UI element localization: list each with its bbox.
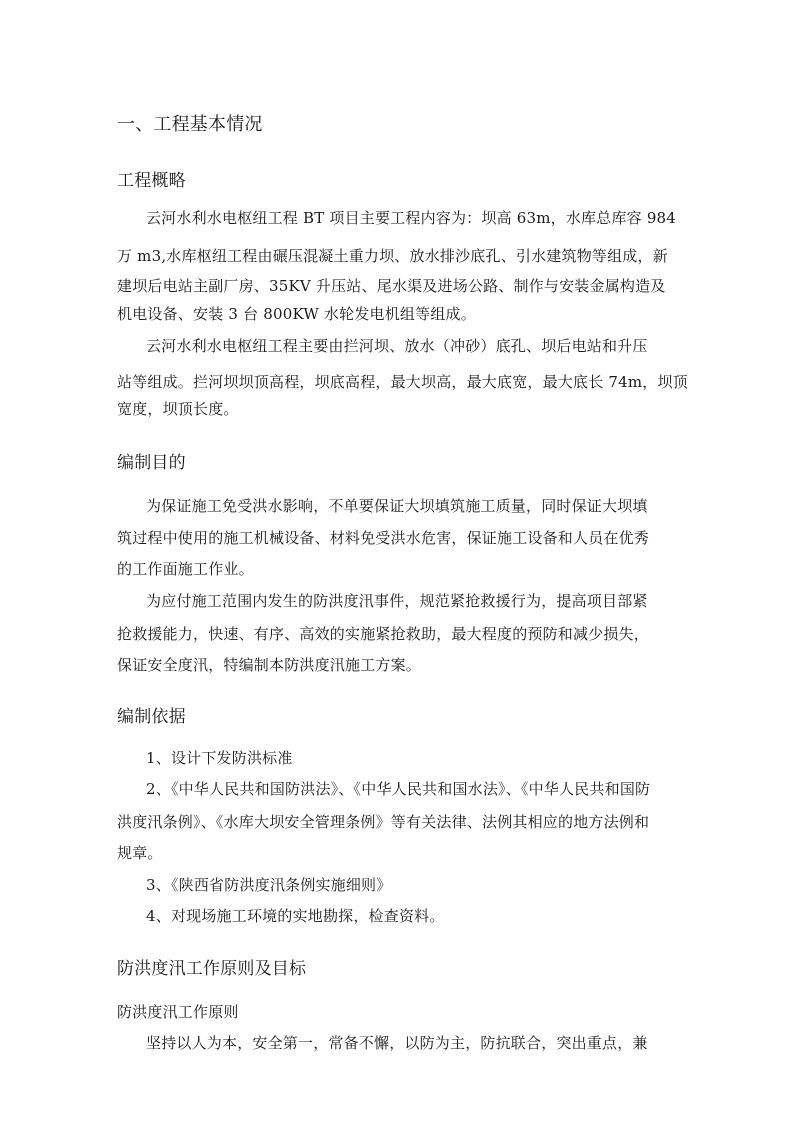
paragraph-line: 筑过程中使用的施工机械设备、材料免受洪水危害，保证施工设备和人员在优秀 — [117, 529, 650, 547]
list-item: 3、《陕西省防洪度汛条例实施细则》 — [146, 876, 392, 894]
paragraph-line: 宽度，坝顶长度。 — [117, 400, 239, 418]
paragraph-line: 抢救援能力，快速、有序、高效的实施紧抢救助，最大程度的预防和减少损失， — [117, 625, 650, 643]
list-item: 洪度汛条例》、《水库大坝安全管理条例》等有关法律、法例其相应的地方法例和 — [117, 813, 650, 831]
paragraph-line: 建坝后电站主副厂房、35KV 升压站、尾水渠及进场公路、制作与安装金属构造及 — [117, 277, 666, 295]
paragraph-line: 为保证施工免受洪水影响，不单要保证大坝填筑施工质量，同时保证大坝填 — [146, 497, 648, 515]
paragraph-line: 云河水利水电枢纽工程主要由拦河坝、放水（冲砂）底孔、坝后电站和升压 — [146, 337, 648, 355]
list-item: 2、《中华人民共和国防洪法》、《中华人民共和国水法》、《中华人民共和国防 — [146, 780, 651, 798]
paragraph-line: 为应付施工范围内发生的防洪度汛事件，规范紧抢救援行为，提高项目部紧 — [146, 592, 648, 610]
paragraph-line: 的工作面施工作业。 — [117, 560, 254, 578]
document-title: 一、工程基本情况 — [117, 114, 263, 135]
section-heading-basis: 编制依据 — [117, 707, 186, 727]
list-item: 4、对现场施工环境的实地勘探，检查资料。 — [146, 907, 445, 925]
section-heading-overview: 工程概略 — [117, 171, 186, 191]
section-heading-principles: 防洪度汛工作原则及目标 — [117, 959, 307, 979]
paragraph-line: 万 m3,水库枢纽工程由碾压混凝土重力坝、放水排沙底孔、引水建筑物等组成，新 — [117, 247, 668, 265]
list-item: 规章。 — [117, 844, 163, 862]
subsection-heading: 防洪度汛工作原则 — [117, 1003, 239, 1021]
paragraph-line: 坚持以人为本，安全第一，常备不懈，以防为主，防抗联合，突出重点，兼 — [146, 1034, 648, 1052]
paragraph-line: 机电设备、安装 3 台 800KW 水轮发电机组等组成。 — [117, 305, 476, 323]
paragraph-line: 云河水利水电枢纽工程 BT 项目主要工程内容为：坝高 63m，水库总库容 984 — [146, 209, 677, 227]
paragraph-line: 站等组成。拦河坝坝顶高程，坝底高程，最大坝高，最大底宽，最大底长 74m，坝顶 — [117, 373, 688, 391]
list-item: 1、设计下发防洪标准 — [146, 749, 293, 767]
section-heading-purpose: 编制目的 — [117, 453, 186, 473]
paragraph-line: 保证安全度汛，特编制本防洪度汛施工方案。 — [117, 656, 422, 674]
